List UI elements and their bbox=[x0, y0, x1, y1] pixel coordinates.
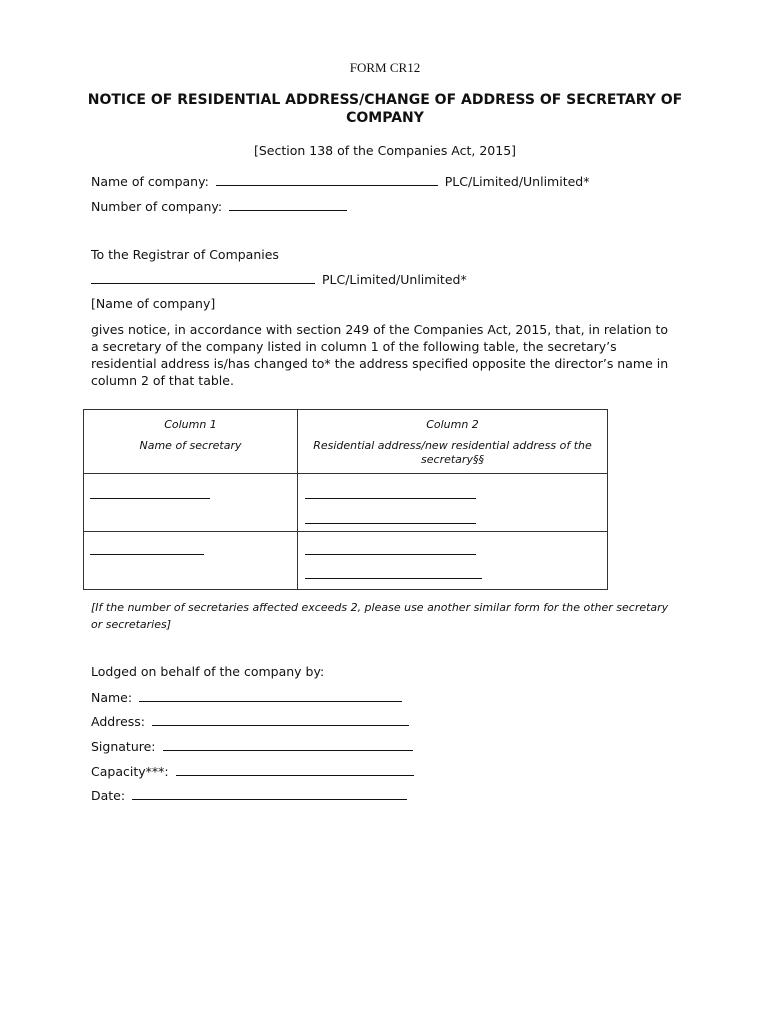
column-2-header bbox=[298, 410, 608, 474]
column-1-title: Column 1 bbox=[164, 418, 217, 431]
company-type-suffix: PLC/Limited/Unlimited* bbox=[444, 174, 590, 189]
lodger-date-field[interactable] bbox=[132, 787, 407, 800]
secretary-name-field[interactable] bbox=[90, 498, 210, 499]
registrar-company-suffix: PLC/Limited/Unlimited* bbox=[321, 272, 467, 287]
table-row bbox=[84, 474, 608, 532]
lodger-signature-label: Signature: bbox=[91, 739, 156, 754]
company-name-row bbox=[91, 173, 589, 190]
registrar-line: To the Registrar of Companies bbox=[91, 247, 279, 262]
lodger-capacity-row bbox=[91, 763, 417, 780]
table-row bbox=[84, 532, 608, 590]
table-note: [If the number of secretaries affected exceeds 2, please use another similar form for the other secretary or secretaries] bbox=[91, 601, 669, 631]
registrar-company-field[interactable] bbox=[91, 271, 315, 284]
lodger-date-row bbox=[91, 787, 410, 804]
secretary-address-cell bbox=[298, 474, 608, 532]
secretary-address-field-line-2[interactable] bbox=[305, 578, 482, 579]
secretary-name-cell bbox=[84, 474, 298, 532]
secretary-name-cell bbox=[84, 532, 298, 590]
table-header-row bbox=[84, 410, 608, 474]
lodger-capacity-field[interactable] bbox=[176, 763, 414, 776]
company-name-caption: [Name of company] bbox=[91, 296, 216, 311]
lodger-name-row bbox=[91, 689, 405, 706]
secretary-address-field-line-1[interactable] bbox=[305, 554, 476, 555]
lodged-heading: Lodged on behalf of the company by: bbox=[91, 664, 325, 679]
company-number-field[interactable] bbox=[229, 198, 347, 211]
company-name-label: Name of company: bbox=[91, 174, 209, 189]
lodger-address-label: Address: bbox=[91, 714, 145, 729]
notice-paragraph: gives notice, in accordance with section 249 of the Companies Act, 2015, that, in relation to a secretary of the company listed in column 1 of the following table, the secretary’s residential address is/has changed to* the address specified opposite the director’s name in column 2 of that table. bbox=[91, 322, 669, 388]
column-2-title: Column 2 bbox=[426, 418, 479, 431]
column-2-subtitle: Residential address/new residential address of the secretary§§ bbox=[313, 439, 592, 466]
lodger-signature-row bbox=[91, 738, 416, 755]
secretary-name-field[interactable] bbox=[90, 554, 204, 555]
section-reference: [Section 138 of the Companies Act, 2015] bbox=[253, 143, 517, 158]
company-number-label: Number of company: bbox=[91, 199, 223, 214]
column-1-header bbox=[84, 410, 298, 474]
lodger-date-label: Date: bbox=[91, 788, 126, 803]
form-code: FORM CR12 bbox=[349, 60, 421, 75]
lodger-signature-field[interactable] bbox=[163, 738, 413, 751]
secretary-address-field-line-1[interactable] bbox=[305, 498, 476, 499]
registrar-company-row bbox=[88, 271, 467, 288]
lodger-address-field[interactable] bbox=[152, 713, 409, 726]
lodger-name-field[interactable] bbox=[139, 689, 402, 702]
secretary-address-cell bbox=[298, 532, 608, 590]
secretary-address-field-line-2[interactable] bbox=[305, 523, 476, 524]
company-number-row bbox=[91, 198, 350, 215]
lodger-address-row bbox=[91, 713, 412, 730]
secretary-table bbox=[83, 409, 608, 590]
lodger-name-label: Name: bbox=[91, 690, 133, 705]
lodger-capacity-label: Capacity***: bbox=[91, 764, 169, 779]
company-name-field[interactable] bbox=[216, 173, 438, 186]
column-1-subtitle: Name of secretary bbox=[139, 439, 242, 452]
form-title: NOTICE OF RESIDENTIAL ADDRESS/CHANGE OF ADDRESS OF SECRETARY OF COMPANY bbox=[87, 92, 683, 126]
